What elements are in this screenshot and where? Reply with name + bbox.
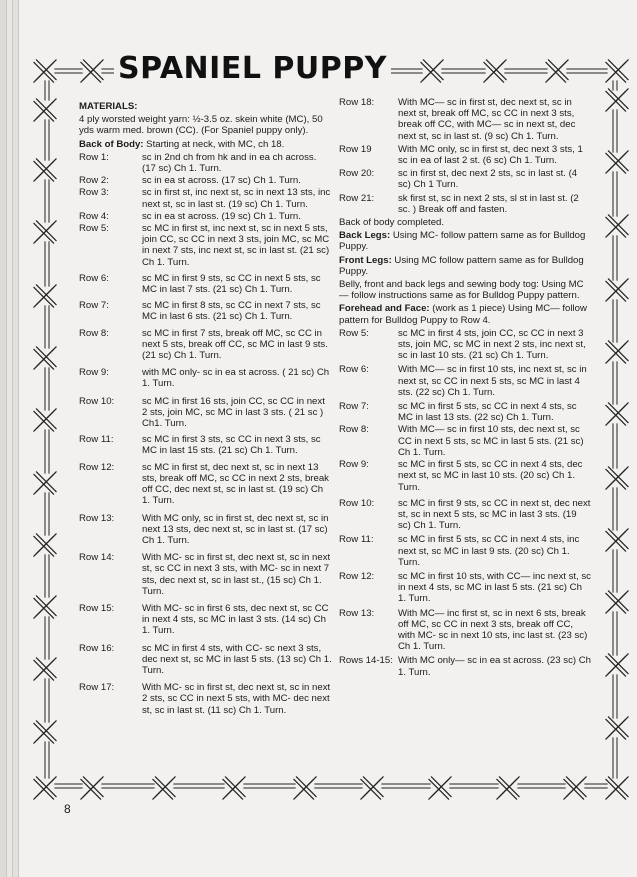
row-label: Row 13: — [339, 607, 375, 619]
back-of-body-intro — [79, 139, 332, 150]
belly-text: Belly, front and back legs and sewing body tog: Using MC— follow instructions same as for Bulldog Puppy pattern. — [339, 279, 584, 302]
instruction-row — [79, 603, 332, 637]
cross-ornament — [34, 60, 56, 82]
row-label: Row 12: — [339, 570, 375, 582]
back-of-body-heading: Back of Body: — [79, 138, 144, 150]
row-instructions: sc in first st, dec next 2 sts, sc in last st. (4 sc) Ch 1 Turn. — [398, 168, 578, 191]
front-legs-heading: Front Legs: — [339, 254, 392, 266]
cross-ornament — [606, 654, 628, 676]
back-of-body-text: Starting at neck, with MC, ch 18. — [143, 138, 285, 150]
instruction-row — [79, 434, 332, 456]
instruction-row — [339, 144, 592, 166]
instruction-row — [339, 608, 592, 653]
cross-ornament — [223, 777, 245, 799]
row-label: Row 21: — [339, 192, 375, 204]
row-instructions: With MC— sc in first 10 sts, inc next st, sc in next st, sc CC in next 5 sts, sc MC in last 4 sts. (22 sc) Ch 1. Turn. — [398, 364, 587, 398]
instruction-row — [79, 513, 332, 547]
instruction-row — [79, 211, 332, 222]
instruction-row — [79, 300, 332, 322]
cross-ornament — [497, 777, 519, 799]
instruction-row — [79, 273, 332, 295]
instruction-row — [79, 187, 332, 209]
instruction-row — [339, 193, 592, 215]
cross-ornament — [361, 777, 383, 799]
row-instructions: sc MC in first 4 sts, join CC, sc CC in next 3 sts, join MC, sc MC in next 2 sts, inc next st, sc in last 10 sts. (21 sc) Ch 1. Turn. — [398, 327, 586, 362]
row-label: Row 12: — [79, 461, 115, 473]
row-label: Row 5: — [339, 327, 369, 339]
cross-ornament — [606, 341, 628, 363]
back-completed-text: Back of body completed. — [339, 217, 445, 229]
row-instructions: with MC only- sc in ea st across. ( 21 sc) Ch 1. Turn. — [142, 367, 330, 390]
cross-ornament — [34, 221, 56, 243]
back-legs-paragraph — [339, 230, 592, 252]
cross-ornament — [34, 99, 56, 121]
row-instructions: sc MC in first 5 sts, sc CC in next 4 sts, sc MC in last 13 sts. (22 sc) Ch 1. Turn. — [398, 401, 577, 424]
cross-ornament — [34, 534, 56, 556]
instruction-row — [339, 401, 592, 423]
row-instructions: sc MC in first st, inc next st, sc in next 5 sts, join CC, sc CC in next 3 sts, join MC, sc MC in next 7 sts, inc next st, sc in last st. (21 sc) Ch 1. Turn. — [142, 223, 330, 268]
row-label: Row 7: — [339, 401, 369, 413]
row-instructions: sc in 2nd ch from hk and in ea ch across. (17 sc) Ch 1. Turn. — [142, 151, 317, 175]
right-rows-top-list — [339, 97, 592, 215]
row-label: Row 8: — [339, 424, 369, 436]
forehead-heading: Forehead and Face: — [339, 303, 430, 315]
row-label: Row 6: — [339, 364, 369, 376]
back-legs-heading: Back Legs: — [339, 230, 391, 242]
row-label: Row 19 — [339, 143, 372, 155]
row-label: Row 3: — [79, 187, 109, 199]
row-label: Row 15: — [79, 602, 115, 614]
row-label: Row 8: — [79, 327, 109, 339]
row-label: Row 9: — [79, 367, 109, 379]
row-label: Row 10: — [339, 497, 375, 509]
instruction-row — [339, 655, 592, 677]
row-instructions: With MC- sc in first 6 sts, dec next st, sc CC in next 4 sts, sc MC in last 3 sts. (14 sc) Ch 1. Turn. — [142, 602, 329, 637]
instruction-row — [79, 552, 332, 597]
instruction-row — [79, 223, 332, 268]
row-instructions: sc MC in first 9 sts, sc CC in next st, dec next st, sc in next 5 sts, sc MC in last 3 sts. (19 sc) Ch 1. Turn. — [398, 497, 591, 532]
front-legs-text: Using MC follow pattern same as for Bulldog Puppy. — [339, 254, 584, 277]
instruction-row — [79, 152, 332, 174]
cross-ornament — [429, 777, 451, 799]
row-label: Row 18: — [339, 97, 375, 108]
instruction-row — [339, 328, 592, 362]
instruction-row — [339, 571, 592, 605]
forehead-text: (work as 1 piece) Using MC— follow pattern for Bulldog Puppy to Row 4. — [339, 303, 587, 326]
row-label: Row 4: — [79, 210, 109, 222]
row-instructions: With MC only, sc in first st, dec next st, sc in next 13 sts, dec next st, sc in last st. (17 sc) Ch 1. Turn. — [142, 512, 329, 546]
page-number: 8 — [64, 802, 71, 816]
row-instructions: With MC only, sc in first st, dec next 3 sts, 1 sc in ea of last 2 st. (6 sc) Ch 1. Turn. — [398, 143, 583, 167]
cross-ornament — [606, 279, 628, 301]
cross-ornament — [34, 285, 56, 307]
row-label: Row 6: — [79, 272, 109, 284]
instruction-row — [79, 682, 332, 716]
cross-ornament — [606, 151, 628, 173]
row-label: Row 14: — [79, 552, 115, 564]
cross-ornament — [606, 215, 628, 237]
left-column — [79, 101, 332, 716]
instruction-row — [79, 367, 332, 389]
row-label: Row 5: — [79, 223, 109, 235]
cross-ornament — [546, 60, 568, 82]
row-label: Row 17: — [79, 682, 115, 694]
left-rows-list — [79, 152, 332, 716]
row-label: Row 11: — [339, 534, 374, 546]
instruction-row — [79, 643, 332, 677]
cross-ornament — [606, 467, 628, 489]
materials-text: 4 ply worsted weight yarn: ½-3.5 oz. skein white (MC), 50 yds warm med. brown (CC). (For Spaniel puppy only). — [79, 114, 323, 137]
row-instructions: sc in ea st across. (17 sc) Ch 1. Turn. — [142, 175, 301, 187]
cross-ornament — [34, 721, 56, 743]
row-label: Row 13: — [79, 512, 115, 524]
cross-ornament — [606, 717, 628, 739]
back-legs-text: Using MC- follow pattern same as for Bulldog Puppy. — [339, 230, 586, 253]
row-instructions: sc MC in first 3 sts, sc CC in next 3 sts, sc MC in last 15 sts. (21 sc) Ch 1. Turn. — [142, 434, 321, 457]
cross-ornament — [34, 658, 56, 680]
cross-ornament — [606, 403, 628, 425]
cross-ornament — [34, 159, 56, 181]
row-label: Row 1: — [79, 151, 109, 163]
cross-ornament — [606, 60, 628, 82]
row-instructions: sc MC in first 5 sts, sc CC in next 4 sts, dec next st, sc MC in last 10 sts. (20 sc) Ch 1. Turn. — [398, 459, 583, 493]
row-instructions: sc MC in first 10 sts, with CC— inc next st, sc in next 4 sts, sc MC in last 5 sts. (21 sc) Ch 1. Turn. — [398, 570, 591, 605]
row-instructions: sc in ea st across. (19 sc) Ch 1. Turn. — [142, 210, 301, 222]
cross-ornament — [34, 347, 56, 369]
row-label: Row 7: — [79, 300, 109, 312]
page-title: SPANIEL PUPPY — [114, 50, 391, 88]
row-instructions: sc MC in first 5 sts, sc CC in next 4 sts, inc next st, sc MC in last 9 sts. (20 sc) Ch 1. Turn. — [398, 534, 580, 568]
row-instructions: sc MC in first st, dec next st, sc in next 13 sts, break off MC, sc CC in next 2 sts, break off CC, dec next st, sc in last st. (19 sc) Ch 1. Turn. — [142, 461, 329, 507]
forehead-paragraph — [339, 303, 592, 325]
instruction-row — [339, 424, 592, 458]
cross-ornament — [34, 777, 56, 799]
cross-ornament — [34, 409, 56, 431]
row-instructions: sc MC in first 9 sts, sc CC in next 5 sts, sc MC in last 7 sts. (21 sc) Ch 1. Turn. — [142, 272, 321, 296]
row-instructions: sc MC in first 4 sts, with CC- sc next 3 sts, dec next st, sc MC in last 5 sts. (13 sc) Ch 1. Turn. — [142, 642, 332, 676]
cross-ornament — [484, 60, 506, 82]
right-rows-bottom-list — [339, 328, 592, 678]
row-instructions: sc MC in first 8 sts, sc CC in next 7 sts, sc MC in last 6 sts. (21 sc) Ch 1. Turn. — [142, 300, 321, 323]
cross-ornament — [606, 529, 628, 551]
right-column — [339, 97, 592, 681]
instruction-row — [339, 168, 592, 190]
cross-ornament — [153, 777, 175, 799]
row-label: Row 20: — [339, 168, 375, 180]
row-label: Row 11: — [79, 434, 114, 446]
cross-ornament — [34, 596, 56, 618]
row-label: Rows 14-15: — [339, 655, 393, 667]
instruction-row — [339, 459, 592, 493]
instruction-row — [339, 534, 592, 568]
cross-ornament — [564, 777, 586, 799]
row-label: Row 9: — [339, 459, 369, 471]
front-legs-paragraph — [339, 255, 592, 277]
instruction-row — [79, 175, 332, 186]
row-label: Row 2: — [79, 175, 109, 187]
instruction-row — [339, 498, 592, 532]
cross-ornament — [606, 591, 628, 613]
cross-ornament — [606, 89, 628, 111]
row-instructions: sc in first st, inc next st, sc in next 13 sts, inc next st, sc in last st. (19 sc) Ch 1. Turn. — [142, 187, 331, 210]
cross-ornament — [606, 777, 628, 799]
row-instructions: With MC— inc first st, sc in next 6 sts, break off MC, sc CC in next 3 sts, break off CC, with MC- sc in next 10 sts, inc last st. (23 sc) Ch 1. Turn. — [398, 607, 588, 653]
materials-heading: MATERIALS: — [79, 101, 138, 112]
instruction-row — [339, 364, 592, 398]
row-label: Row 16: — [79, 642, 115, 654]
cross-ornament — [81, 60, 103, 82]
row-instructions: With MC— sc in first 10 sts, dec next st, sc CC in next 5 sts, sc MC in last 5 sts. (21 sc) Ch 1. Turn. — [398, 424, 584, 458]
row-instructions: sc MC in first 16 sts, join CC, sc CC in next 2 sts, join MC, sc MC in last 3 sts. ( 21 sc ) Ch1. Turn. — [142, 395, 325, 430]
instruction-row — [339, 97, 592, 142]
row-instructions: With MC- sc in first st, dec next st, sc in next st, sc CC in next 3 sts, with MC- sc in next 7 sts, dec next st, sc in last st., (15 sc) Ch 1. Turn. — [142, 552, 331, 597]
row-instructions: With MC— sc in first st, dec next st, sc in next st, break off MC, sc CC in next 3 sts, break off CC, with MC— sc in next st, dec next st, sc in last st. (9 sc) Ch 1. Turn. — [398, 97, 576, 142]
row-instructions: With MC- sc in first st, dec next st, sc in next 2 sts, sc CC in next 5 sts, with MC- dec next st, sc in last st. (11 sc) Ch 1. Turn. — [142, 682, 331, 716]
cross-ornament — [421, 60, 443, 82]
row-instructions: sc MC in first 7 sts, break off MC, sc CC in next 5 sts, break off CC, sc MC in last 9 sts. (21 sc) Ch 1. Turn. — [142, 327, 328, 362]
row-instructions: With MC only— sc in ea st across. (23 sc) Ch 1. Turn. — [398, 655, 591, 678]
row-label: Row 10: — [79, 395, 115, 407]
instruction-row — [79, 328, 332, 362]
row-instructions: sk first st, sc in next 2 sts, sl st in last st. (2 sc. ) Break off and fasten. — [398, 192, 579, 215]
cross-ornament — [34, 472, 56, 494]
cross-ornament — [81, 777, 103, 799]
cross-ornament — [294, 777, 316, 799]
instruction-row — [79, 462, 332, 507]
instruction-row — [79, 396, 332, 430]
